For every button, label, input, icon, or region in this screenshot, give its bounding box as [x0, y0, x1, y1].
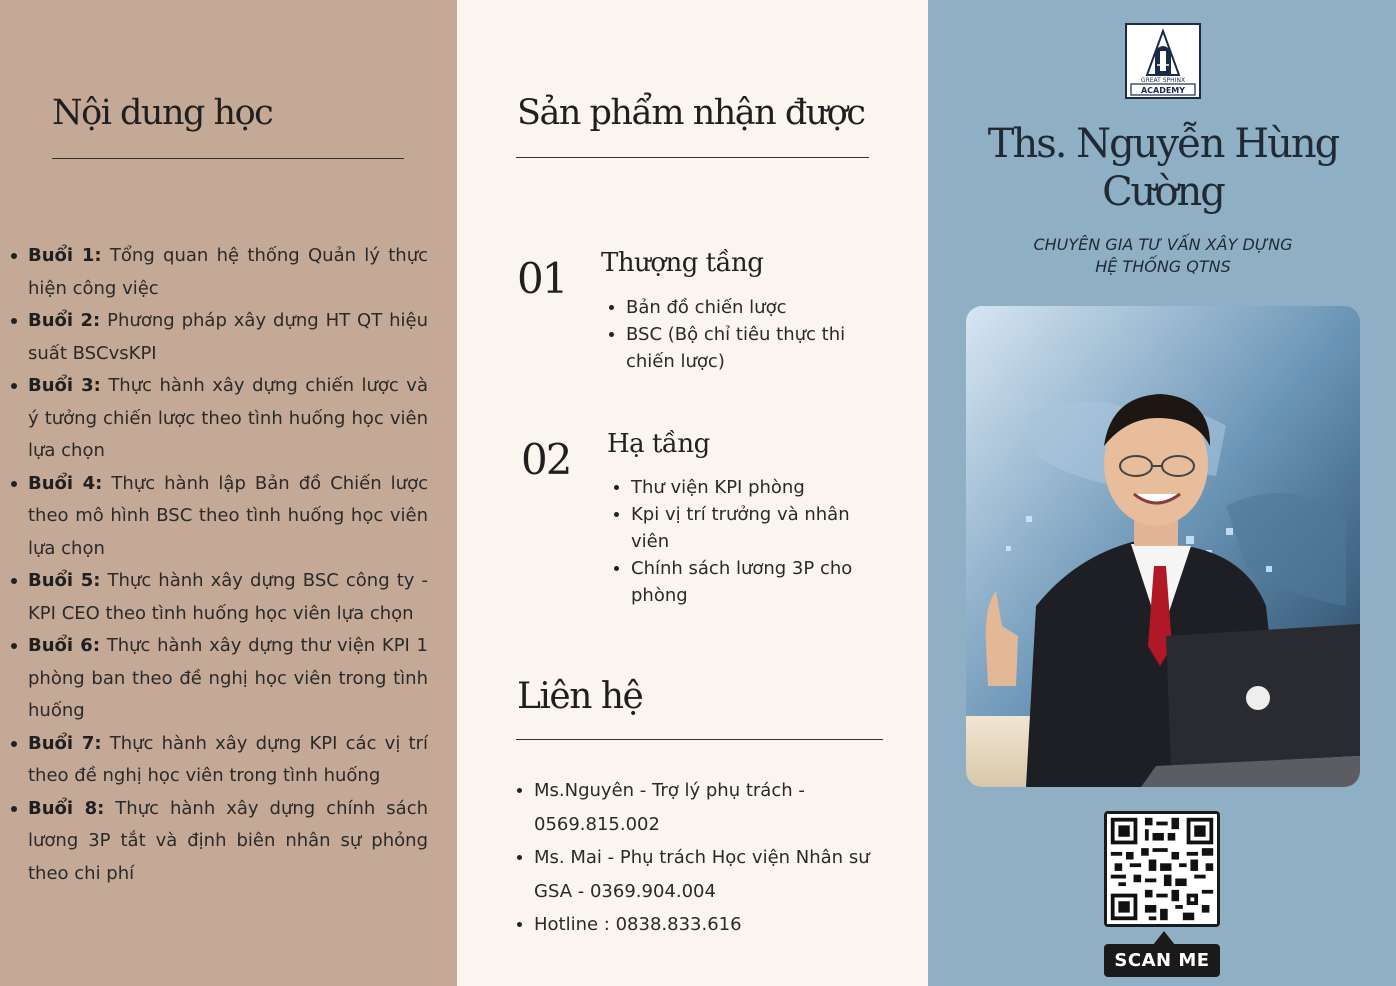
- list-item: Thư viện KPI phòng: [613, 474, 863, 501]
- sphinx-logo-icon: [1127, 25, 1199, 97]
- session-item: [8, 793, 428, 891]
- session-text: Thực hành xây dựng thư viện KPI 1 phòng ban theo đề nghị học viên trong tình huống: [28, 635, 429, 721]
- session-item: [8, 305, 428, 370]
- contact-item: Hotline : 0838.833.616: [515, 908, 885, 942]
- expert-title-line: CHUYÊN GIA TƯ VẤN XÂY DỰNG: [1033, 235, 1293, 254]
- list-item: Chính sách lương 3P cho phòng: [613, 555, 863, 609]
- session-label: Buổi 3:: [28, 375, 101, 396]
- session-item: [8, 728, 428, 793]
- academy-logo: [1125, 23, 1201, 99]
- heading-divider: [516, 157, 869, 158]
- product-number: 02: [521, 435, 571, 484]
- scan-me-label: SCAN ME: [1104, 944, 1220, 977]
- session-text: Tổng quan hệ thống Quản lý thực hiện công việc: [28, 245, 429, 299]
- portrait-illustration: [966, 306, 1360, 787]
- middle-panel: [457, 0, 928, 986]
- session-label: Buổi 5:: [28, 570, 101, 591]
- contact-item: Ms. Mai - Phụ trách Học viện Nhân sư GSA - 0369.904.004: [515, 841, 885, 908]
- session-list: [8, 240, 428, 890]
- session-text: Thực hành xây dựng KPI các vị trí theo đề nghị học viên trong tình huống: [28, 732, 428, 786]
- session-label: Buổi 7:: [28, 732, 102, 754]
- session-text: Thực hành xây dựng chính sách lương 3P tắt và định biên nhân sự phỏng theo chi phí: [28, 797, 428, 884]
- logo-subtext: ACADEMY: [1140, 86, 1186, 95]
- expert-photo: [966, 306, 1360, 787]
- section-heading-contact: Liên hệ: [517, 676, 643, 717]
- session-label: Buổi 6:: [28, 635, 101, 656]
- session-label: Buổi 1:: [28, 245, 102, 266]
- heading-divider: [516, 739, 883, 740]
- left-panel: [0, 0, 457, 986]
- contact-item: Ms.Nguyên - Trợ lý phụ trách - 0569.815.002: [515, 774, 885, 841]
- list-item: Bản đồ chiến lược: [608, 294, 868, 321]
- section-heading-course-content: Nội dung học: [52, 93, 273, 133]
- session-text: Thực hành lập Bản đồ Chiến lược theo mô hình BSC theo tình huống học viên lựa chọn: [28, 472, 428, 559]
- product-item-list: [613, 474, 863, 609]
- expert-name: Ths. Nguyễn Hùng Cường: [987, 121, 1339, 215]
- session-label: Buổi 8:: [28, 797, 105, 819]
- product-number: 01: [517, 254, 567, 303]
- session-label: Buổi 4:: [28, 472, 103, 494]
- section-heading-products: Sản phẩm nhận được: [517, 93, 865, 133]
- logo-text: GREAT SPHINX: [1140, 77, 1186, 84]
- session-item: [8, 565, 428, 630]
- session-item: [8, 370, 428, 468]
- heading-divider: [52, 158, 404, 159]
- expert-title-line: HỆ THỐNG QTNS: [1095, 257, 1231, 276]
- session-item: [8, 630, 428, 728]
- qr-code-icon: [1107, 814, 1217, 924]
- product-title: Hạ tầng: [607, 429, 710, 459]
- session-text: Thực hành xây dựng chiến lược và ý tưởng chiến lược theo tình huống học viên lựa chọn: [28, 375, 428, 461]
- list-item: Kpi vị trí trưởng và nhân viên: [613, 501, 863, 555]
- session-label: Buổi 2:: [28, 310, 101, 331]
- session-item: [8, 240, 428, 305]
- product-title: Thượng tầng: [601, 248, 764, 278]
- right-panel: [928, 0, 1396, 986]
- session-text: Thực hành xây dựng BSC công ty - KPI CEO theo tình huống học viên lựa chọn: [28, 570, 428, 624]
- qr-code[interactable]: [1104, 811, 1220, 927]
- session-text: Phương pháp xây dựng HT QT hiệu suất BSCvsKPI: [28, 310, 428, 364]
- expert-title: [968, 234, 1358, 278]
- session-item: [8, 468, 428, 566]
- contact-list: [515, 774, 885, 942]
- scan-pointer-icon: [1153, 931, 1175, 945]
- list-item: BSC (Bộ chỉ tiêu thực thi chiến lược): [608, 321, 868, 375]
- product-item-list: [608, 294, 868, 375]
